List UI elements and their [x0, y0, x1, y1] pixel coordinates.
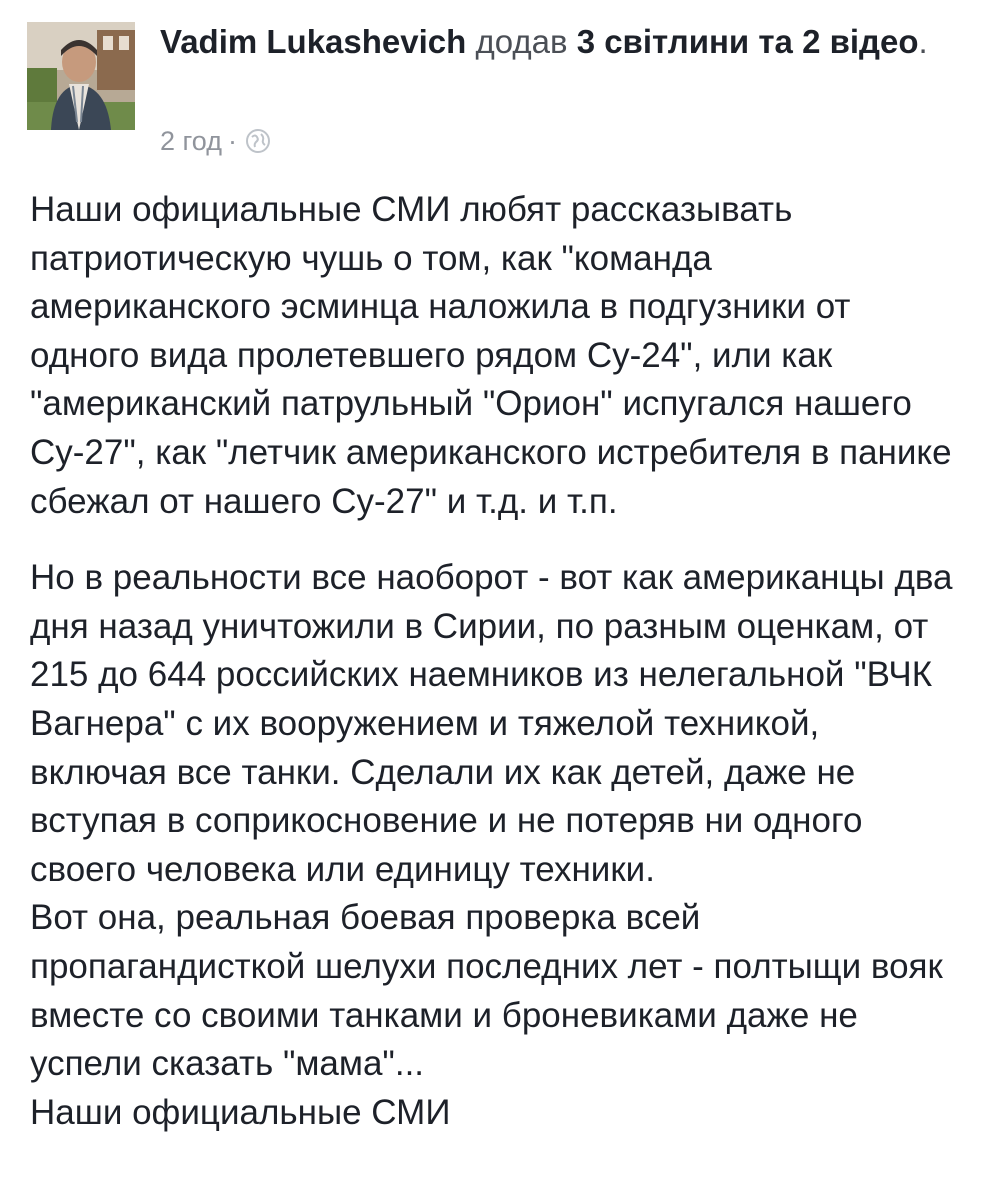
post-header-line — [160, 20, 950, 64]
globe-icon — [245, 128, 271, 154]
post-meta — [160, 124, 271, 158]
avatar[interactable] — [27, 22, 135, 130]
author-name-link[interactable]: Vadim Lukashevich — [160, 23, 467, 60]
action-punct: . — [918, 23, 928, 60]
post-paragraph: Но в реальности все наоборот - вот как американцы два дня назад уничтожили в Сирии, по разным оценкам, от 215 до 644 российских наемников из нелегальной "ВЧК Вагнера" с их вооружением и тяжелой техникой, включая все танки. Сделали их как детей, даже не вступая в соприкосновение и не потеряв ни одного своего человека или единицу техники. — [30, 558, 953, 889]
timestamp-link[interactable]: 2 год — [160, 126, 222, 156]
post-paragraph: Вот она, реальная боевая проверка всей пропагандисткой шелухи последних лет - полтыщи вояк вместе со своими танками и броневиками даже не успели сказать "мама"... — [30, 898, 943, 1084]
media-count-link[interactable]: 3 світлини та 2 відео — [576, 23, 919, 60]
post-header — [160, 20, 950, 64]
post-paragraph: Наши официальные СМИ любят рассказывать патриотическую чушь о том, как "команда американского эсминца наложила в подгузники от одного вида пролетевшего рядом Су-24", или как "американский патрульный "Орион" испугался нашего Су-27", как "летчик американского истребителя в панике сбежал от нашего Су-27" и т.д. и т.п. — [30, 190, 952, 521]
action-verb: додав — [475, 23, 568, 60]
post-paragraph-truncated: Наши официальные СМИ — [30, 1092, 451, 1132]
post-body — [30, 186, 960, 1137]
meta-separator: · — [227, 126, 237, 156]
avatar-photo — [27, 22, 135, 130]
